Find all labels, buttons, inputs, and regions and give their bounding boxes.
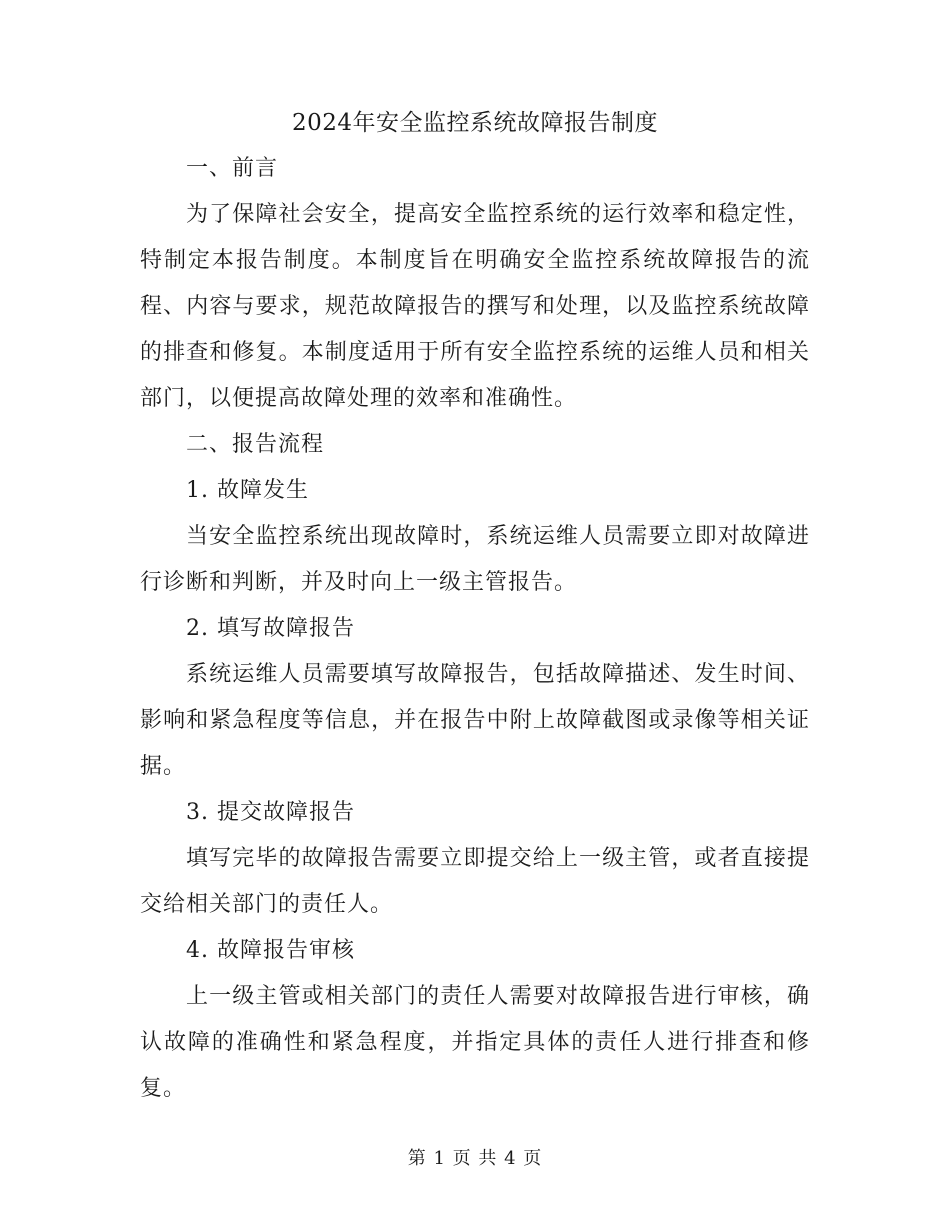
step-heading-review-report: 4. 故障报告审核 (186, 938, 355, 963)
step-paragraph-submit-report: 填写完毕的故障报告需要立即提交给上一级主管，或者直接提交给相关部门的责任人。 (140, 846, 810, 917)
step-paragraph-fault-occurs: 当安全监控系统出现故障时，系统运维人员需要立即对故障进行诊断和判断，并及时向上一级主管报告。 (140, 524, 810, 595)
document-title: 2024年安全监控系统故障报告制度 (291, 110, 659, 136)
step-paragraph-review-report: 上一级主管或相关部门的责任人需要对故障报告进行审核，确认故障的准确性和紧急程度，并指定具体的责任人进行排查和修复。 (140, 984, 810, 1101)
page-footer: 第 1 页 共 4 页 (407, 1148, 543, 1169)
section-heading-report-process: 二、报告流程 (186, 432, 325, 457)
step-paragraph-fill-report: 系统运维人员需要填写故障报告，包括故障描述、发生时间、影响和紧急程度等信息，并在报告中附上故障截图或录像等相关证据。 (140, 662, 810, 779)
step-heading-fill-report: 2. 填写故障报告 (186, 616, 355, 641)
step-heading-fault-occurs: 1. 故障发生 (186, 478, 309, 503)
step-heading-submit-report: 3. 提交故障报告 (186, 800, 355, 825)
section-heading-preface: 一、前言 (186, 156, 279, 181)
document-body (140, 100, 810, 1112)
preface-paragraph: 为了保障社会安全，提高安全监控系统的运行效率和稳定性，特制定本报告制度。本制度旨在明确安全监控系统故障报告的流程、内容与要求，规范故障报告的撰写和处理，以及监控系统故障的排查和修复。本制度适用于所有安全监控系统的运维人员和相关部门，以便提高故障处理的效率和准确性。 (140, 202, 810, 411)
